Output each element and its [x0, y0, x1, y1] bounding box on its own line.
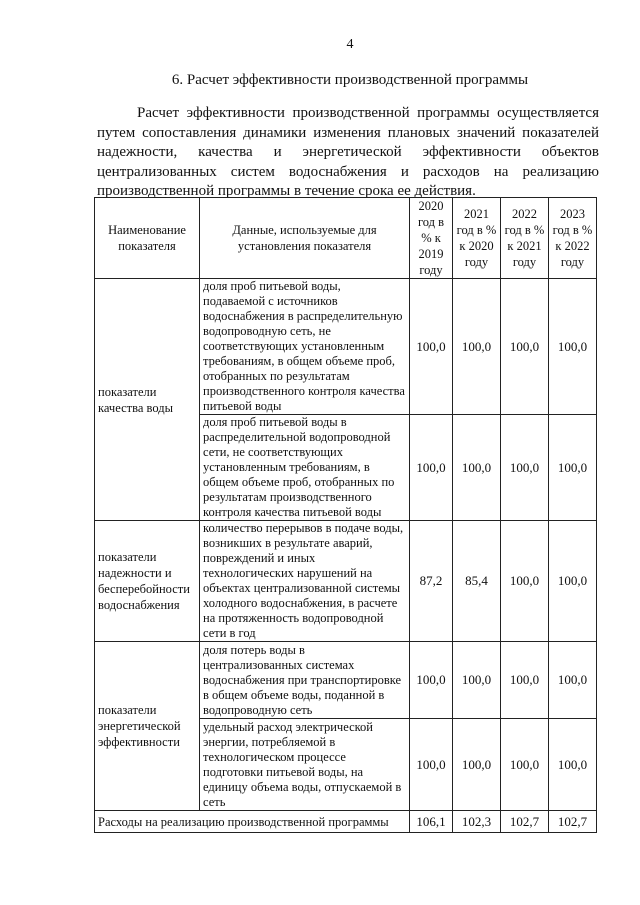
cell-value: 87,2: [410, 521, 453, 642]
cell-value: 100,0: [549, 279, 597, 415]
header-indicator-name: Наименование показателя: [95, 198, 200, 279]
cell-value: 100,0: [549, 642, 597, 719]
cell-value: 100,0: [501, 642, 549, 719]
table-row: [95, 642, 597, 719]
cell-value: 100,0: [549, 521, 597, 642]
total-value: 106,1: [410, 811, 453, 833]
total-value: 102,7: [549, 811, 597, 833]
row-description: доля проб питьевой воды в распределительной водопроводной сети, не соответствующих установленным требованиям, в общем объеме проб, отобранных по результатам производственного контроля качества питьевой воды: [200, 415, 410, 521]
cell-value: 100,0: [453, 642, 501, 719]
cell-value: 100,0: [453, 415, 501, 521]
header-year-2020: 2020 год в % к 2019 году: [410, 198, 453, 279]
page-number: 4: [346, 37, 354, 52]
header-year-2021: 2021 год в % к 2020 году: [453, 198, 501, 279]
cell-value: 100,0: [549, 415, 597, 521]
header-data-used: Данные, используемые для установления показателя: [200, 198, 410, 279]
cell-value: 100,0: [501, 521, 549, 642]
row-description: доля проб питьевой воды, подаваемой с источников водоснабжения в распределительную водопроводную сеть, не соответствующих установленным требованиям, в общем объеме проб, отобранных по результатам производственного контроля качества питьевой воды: [200, 279, 410, 415]
cell-value: 100,0: [549, 719, 597, 811]
section-title: 6. Расчет эффективности производственной программы: [171, 72, 529, 88]
cell-value: 100,0: [501, 279, 549, 415]
row-description: удельный расход электрической энергии, потребляемой в технологическом процессе подготовки питьевой воды, на единицу объема воды, отпускаемой в сеть: [200, 719, 410, 811]
table-row: [95, 521, 597, 642]
cell-value: 85,4: [453, 521, 501, 642]
header-year-2023: 2023 год в % к 2022 году: [549, 198, 597, 279]
cell-value: 100,0: [410, 719, 453, 811]
total-value: 102,7: [501, 811, 549, 833]
header-year-2022: 2022 год в % к 2021 году: [501, 198, 549, 279]
table-header-row: [95, 198, 597, 279]
table-total-row: [95, 811, 597, 833]
cell-value: 100,0: [410, 279, 453, 415]
cell-value: 100,0: [410, 415, 453, 521]
total-label: Расходы на реализацию производственной программы: [95, 811, 410, 833]
intro-paragraph: [97, 104, 599, 202]
cell-value: 100,0: [501, 719, 549, 811]
intro-text: Расчет эффективности производственной программы осуществляется путем сопоставления динамики изменения плановых значений показателей надежности, качества и энергетической эффективности объектов централизованных систем водоснабжения и расходов на реализацию производственной программы в течение срока ее действия.: [97, 105, 599, 199]
cell-value: 100,0: [501, 415, 549, 521]
cell-value: 100,0: [453, 279, 501, 415]
table-row: [95, 279, 597, 415]
group-water-quality: показатели качества воды: [95, 279, 200, 521]
total-value: 102,3: [453, 811, 501, 833]
efficiency-table: [94, 197, 597, 833]
cell-value: 100,0: [453, 719, 501, 811]
group-reliability: показатели надежности и бесперебойности водоснабжения: [95, 521, 200, 642]
row-description: доля потерь воды в централизованных системах водоснабжения при транспортировке в общем объеме воды, поданной в водопроводную сеть: [200, 642, 410, 719]
row-description: количество перерывов в подаче воды, возникших в результате аварий, повреждений и иных технологических нарушений на объектах централизованной системы холодного водоснабжения, в расчете на протяженность водопроводной сети в год: [200, 521, 410, 642]
cell-value: 100,0: [410, 642, 453, 719]
group-energy-efficiency: показатели энергетической эффективности: [95, 642, 200, 811]
